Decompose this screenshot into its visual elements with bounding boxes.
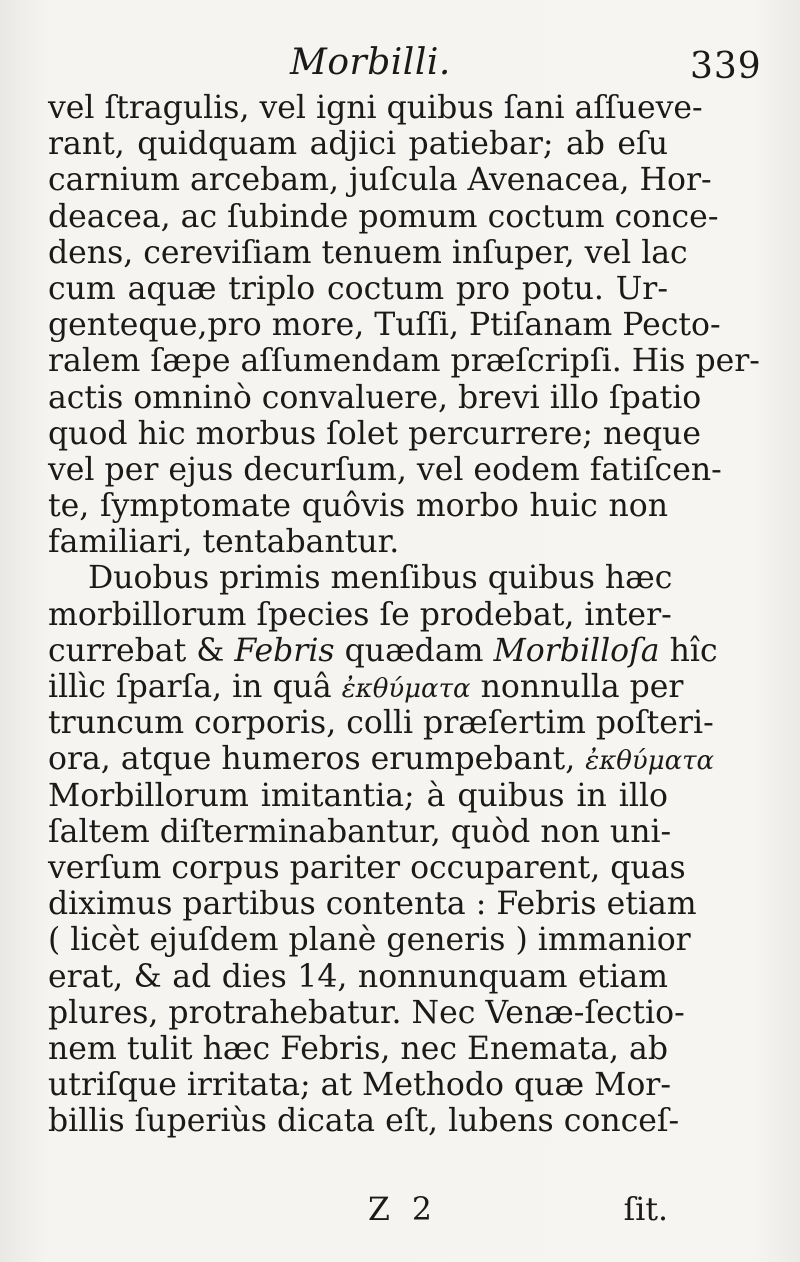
text-line: erat, & ad dies 14, nonnunquam etiam	[48, 958, 668, 995]
text-run: nonnulla per	[470, 669, 684, 705]
text-line-with-italics	[48, 632, 718, 669]
text-run: quædam	[334, 632, 494, 669]
catchword: ſit.	[623, 1192, 668, 1228]
text-line: vel per ejus decurſum, vel eodem fatiſcen-	[48, 451, 722, 488]
text-line: nem tulit hæc Febris, nec Enemata, ab	[48, 1030, 668, 1067]
page-number: 339	[690, 46, 762, 87]
paragraph-end-line: familiari, tentabantur.	[48, 524, 400, 561]
text-line: truncum corporis, colli præſertim poſteri-	[48, 705, 714, 742]
text-line: morbillorum ſpecies ſe prodebat, inter-	[48, 596, 672, 633]
page-footer	[48, 1192, 668, 1228]
text-run: currebat &	[48, 632, 235, 669]
running-head: Morbilli.	[290, 42, 451, 83]
text-line: ( licèt ejuſdem planè generis ) immanior	[48, 922, 691, 959]
text-run: hîc	[659, 632, 718, 669]
paragraph-start-line: Duobus primis menſibus quibus hæc	[88, 560, 673, 597]
text-line: vel ſtragulis, vel igni quibus ſani aſſueve-	[48, 90, 703, 126]
text-line: plures, protrahebatur. Nec Venæ-ſectio-	[48, 994, 685, 1031]
text-line: rant, quidquam adjici patiebar; ab eſu	[48, 126, 668, 163]
text-line: ſaltem diſterminabantur, quòd non uni-	[48, 813, 672, 850]
greek-word: ἐκθύματα	[341, 674, 471, 704]
italic-term-febris: Febris	[234, 632, 335, 669]
page-header	[0, 42, 800, 92]
text-run: illìc ſparſa, in quâ	[48, 669, 342, 705]
text-line: ralem ſæpe aſſumendam præſcripſi. His per-	[48, 343, 760, 380]
text-line: Morbillorum imitantia; à quibus in illo	[48, 777, 668, 814]
text-line: diximus partibus contenta : Febris etiam	[48, 886, 697, 923]
text-line: carnium arcebam, juſcula Avenacea, Hor-	[48, 162, 712, 199]
signature-mark: Z 2	[368, 1192, 438, 1228]
text-line: genteque,pro more, Tuſſi, Ptiſanam Pecto-	[48, 307, 721, 344]
italic-term-morbillosa: Morbilloſa	[493, 632, 660, 669]
text-run: ora, atque humeros erumpebant,	[48, 741, 586, 778]
text-line: utriſque irritata; at Methodo quæ Mor-	[48, 1067, 672, 1104]
text-line: billis ſuperiùs dicata eſt, lubens conceſ-	[48, 1103, 680, 1140]
text-line: dens, cereviſiam tenuem inſuper, vel lac	[48, 234, 688, 271]
text-line-with-greek	[48, 741, 715, 778]
greek-word: ἐκθύματα	[585, 746, 715, 777]
body-text	[48, 90, 760, 1140]
text-line: te, ſymptomate quôvis morbo huic non	[48, 488, 668, 525]
text-line: verſum corpus pariter occuparent, quas	[48, 849, 686, 886]
text-line-with-greek	[48, 669, 684, 705]
text-line: cum aquæ triplo coctum pro potu. Ur-	[48, 270, 668, 307]
text-line: deacea, ac ſubinde pomum coctum conce-	[48, 198, 719, 235]
text-line: quod hic morbus ſolet percurrere; neque	[48, 415, 702, 452]
text-line: actis omninò convaluere, brevi illo ſpatio	[48, 379, 702, 416]
